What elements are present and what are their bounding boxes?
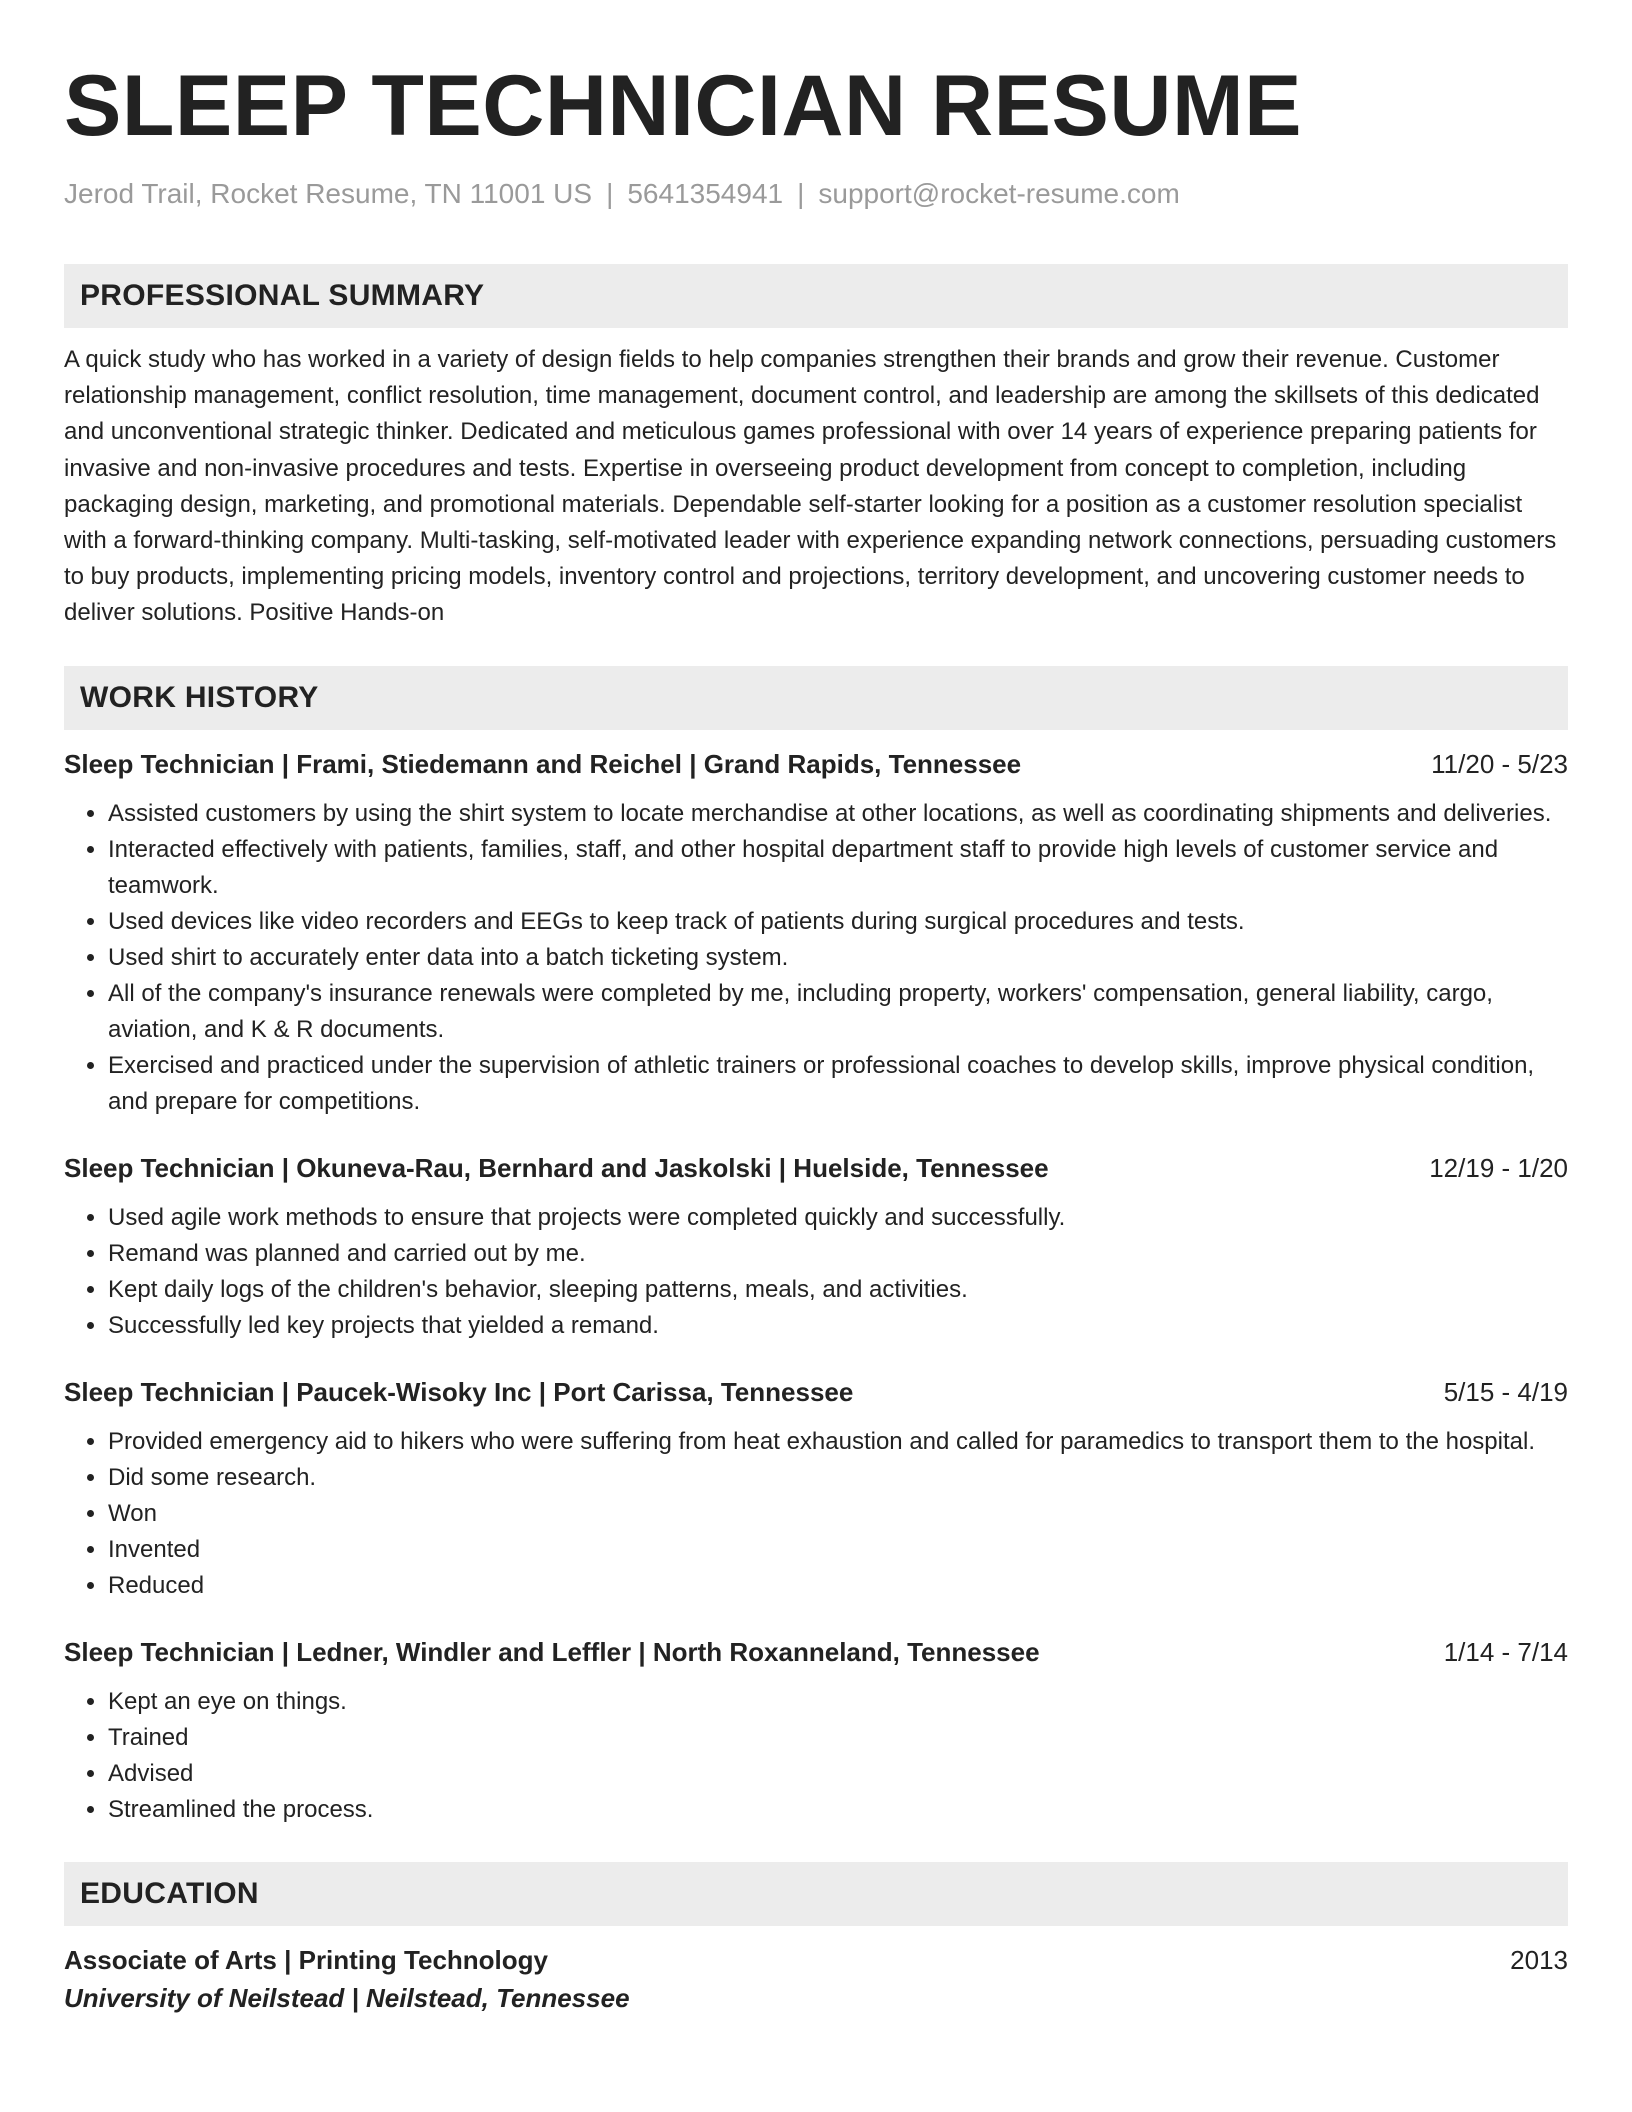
- education-header: [64, 1942, 1568, 1978]
- job-dates: 5/15 - 4/19: [1443, 1376, 1568, 1407]
- education-school: University of Neilstead | Neilstead, Tennessee: [64, 1982, 630, 2013]
- job-bullet: • All of the company's insurance renewals were completed by me, including property, workers' compensation, general liability, cargo, aviation, and K & R documents.: [108, 976, 1568, 1048]
- contact-line: [64, 176, 1568, 212]
- job-bullet: • Kept daily logs of the children's behavior, sleeping patterns, meals, and activities.: [108, 1272, 1568, 1308]
- job-title: Sleep Technician | Paucek-Wisoky Inc | Port Carissa, Tennessee: [64, 1376, 854, 1407]
- job-title: Sleep Technician | Okuneva-Rau, Bernhard and Jaskolski | Huelside, Tennessee: [64, 1152, 1049, 1183]
- job-bullets: [64, 1200, 1568, 1344]
- job-bullet: • Remand was planned and carried out by me.: [108, 1236, 1568, 1272]
- job-bullet: • Exercised and practiced under the supervision of athletic trainers or professional coaches to develop skills, improve physical condition, and prepare for competitions.: [108, 1048, 1568, 1120]
- job-header: [64, 1374, 1568, 1410]
- job-bullet: • Won: [108, 1496, 1568, 1532]
- job-bullet: • Reduced: [108, 1568, 1568, 1604]
- job-bullets: [64, 1424, 1568, 1604]
- job-header: [64, 746, 1568, 782]
- job-bullets: [64, 796, 1568, 1120]
- job-bullet: • Assisted customers by using the shirt system to locate merchandise at other locations, as well as coordinating shipments and deliveries.: [108, 796, 1568, 832]
- job-bullet: • Did some research.: [108, 1460, 1568, 1496]
- job-title: Sleep Technician | Ledner, Windler and Leffler | North Roxanneland, Tennessee: [64, 1636, 1040, 1667]
- job-dates: 12/19 - 1/20: [1429, 1152, 1568, 1183]
- job-header: [64, 1150, 1568, 1186]
- contact-separator: |: [797, 178, 805, 209]
- job-dates: 1/14 - 7/14: [1443, 1636, 1568, 1667]
- section-heading-summary: PROFESSIONAL SUMMARY: [64, 264, 1568, 328]
- summary-text: A quick study who has worked in a variety of design fields to help companies strengthen their brands and grow their revenue. Customer relationship management, conflict resolution, time management, document control, and leadership are among the skillsets of this dedicated and unconventional strategic thinker. Dedicated and meticulous games professional with over 14 years of experience preparing patients for invasive and non-invasive procedures and tests. Expertise in overseeing product development from concept to completion, including packaging design, marketing, and promotional materials. Dependable self-starter looking for a position as a customer resolution specialist with a forward-thinking company. Multi-tasking, self-motivated leader with experience expanding network connections, persuading customers to buy products, implementing pricing models, inventory control and projections, territory development, and uncovering customer needs to deliver solutions. Positive Hands-on: [64, 346, 1557, 627]
- contact-address: Jerod Trail, Rocket Resume, TN 11001 US: [64, 178, 593, 209]
- job-bullet: • Used devices like video recorders and EEGs to keep track of patients during surgical procedures and tests.: [108, 904, 1568, 940]
- resume-title: SLEEP TECHNICIAN RESUME: [64, 58, 1302, 154]
- job-bullet: • Invented: [108, 1532, 1568, 1568]
- job-bullet: • Advised: [108, 1756, 1568, 1792]
- job-entry: [64, 746, 1568, 1120]
- job-entry: [64, 1374, 1568, 1604]
- job-title: Sleep Technician | Frami, Stiedemann and Reichel | Grand Rapids, Tennessee: [64, 748, 1022, 779]
- job-bullets: [64, 1684, 1568, 1828]
- contact-separator: |: [606, 178, 614, 209]
- section-heading-education: EDUCATION: [64, 1862, 1568, 1926]
- job-dates: 11/20 - 5/23: [1431, 748, 1568, 779]
- contact-email: support@rocket-resume.com: [818, 178, 1180, 209]
- job-bullet: • Streamlined the process.: [108, 1792, 1568, 1828]
- education-year: 2013: [1510, 1944, 1568, 1975]
- job-bullet: • Interacted effectively with patients, families, staff, and other hospital department staff to provide high levels of customer service and teamwork.: [108, 832, 1568, 904]
- job-bullet: • Kept an eye on things.: [108, 1684, 1568, 1720]
- job-bullet: • Successfully led key projects that yielded a remand.: [108, 1308, 1568, 1344]
- job-bullet: • Provided emergency aid to hikers who were suffering from heat exhaustion and called for paramedics to transport them to the hospital.: [108, 1424, 1568, 1460]
- job-entry: [64, 1634, 1568, 1828]
- contact-phone: 5641354941: [627, 178, 784, 209]
- section-heading-work-history: WORK HISTORY: [64, 666, 1568, 730]
- job-header: [64, 1634, 1568, 1670]
- job-entry: [64, 1150, 1568, 1344]
- education-entry: [64, 1942, 1568, 2016]
- job-bullet: • Trained: [108, 1720, 1568, 1756]
- job-bullet: • Used agile work methods to ensure that projects were completed quickly and successfully.: [108, 1200, 1568, 1236]
- education-degree: Associate of Arts | Printing Technology: [64, 1944, 548, 1975]
- job-bullet: • Used shirt to accurately enter data into a batch ticketing system.: [108, 940, 1568, 976]
